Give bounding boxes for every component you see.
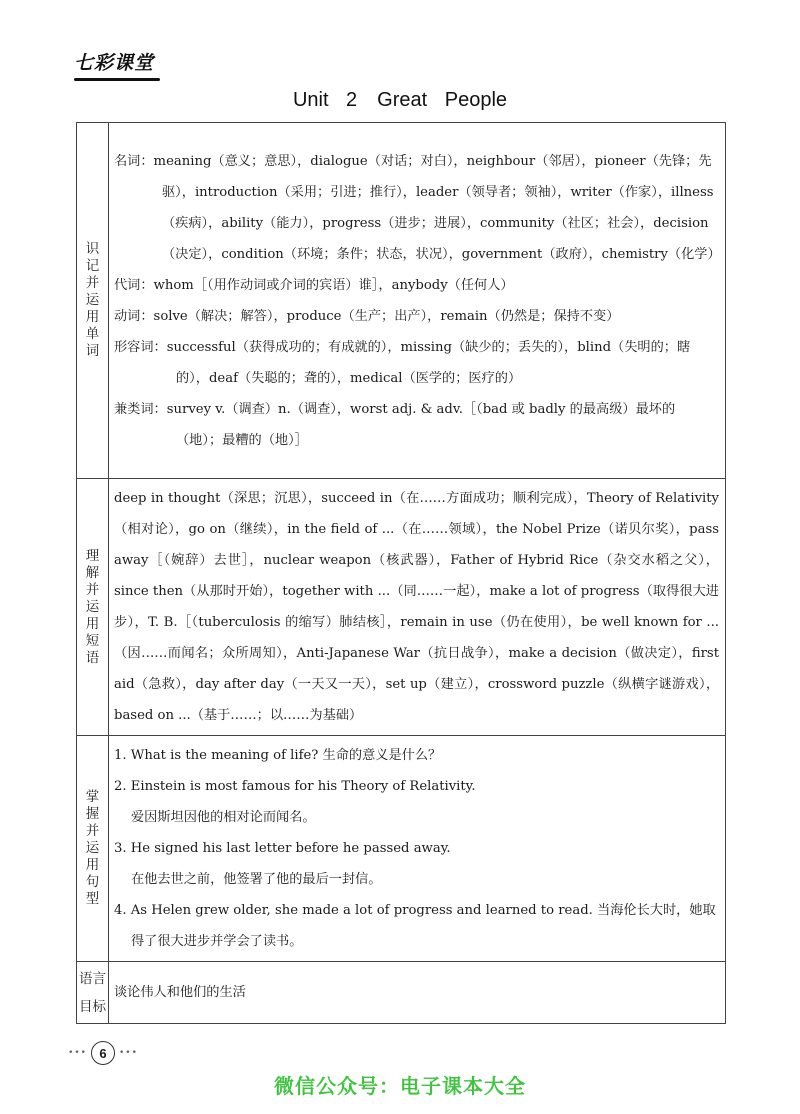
sentence-1: 1. What is the meaning of life? 生命的意义是什么？ [114,748,442,763]
sentences-row [77,736,726,962]
goal-row [77,962,726,1024]
sentence-2-translation: 爱因斯坦因他的相对论而闻名。 [131,810,316,825]
words-content [109,123,726,479]
page-dots-right: ••• [119,1048,138,1058]
vocabulary-table [76,122,726,1024]
goal-category [77,962,109,1024]
page-dots-left: ••• [68,1048,87,1058]
page-number: 6 [91,1041,115,1065]
verbs-line: 动词：solve（解决；解答），produce（生产；出产），remain（仍然是；保持不变） [114,308,620,324]
sentence-3: 3. He signed his last letter before he passed away. [114,841,451,856]
words-row [77,123,726,479]
sentences-category-label: 掌握并运用句型 [85,789,100,907]
page-number-badge [60,1040,146,1066]
sentence-2: 2. Einstein is most famous for his Theory of Relativity. [114,779,476,794]
words-category-label: 识记并运用单词 [85,241,100,359]
sentences-content [109,736,726,962]
goal-content: 谈论伟人和他们的生活 [109,962,726,1024]
multi-class-line: 兼类词：survey v.（调查）n.（调查），worst adj. & adv.［（bad 或 badly 的最高级）最坏的（地）；最糟的（地）］ [114,401,676,448]
words-category [77,123,109,479]
publisher-logo: 七彩课堂 [74,52,155,74]
phrases-content: deep in thought（深思；沉思），succeed in（在……方面成功；顺利完成），Theory of Relativity（相对论），go on（继续），in the field of ...（在……领域），the Nobel Prize（诺贝尔奖），pass away［（婉辞）去世］，nuclear weapon（核武器），Father of Hybrid Rice（杂交水稻之父），since then（从那时开始），together with ...（同……一起），make a lot of progress（取得很大进步），T. B.［（tuberculosis 的缩写）肺结核］，remain in use（仍在使用），be well known for ...（因……而闻名；众所周知），Anti-Japanese War（抗日战争），make a decision（做决定），first aid（急救），day after day（一天又一天），set up（建立），crossword puzzle（纵横字谜游戏），based on ...（基于……；以……为基础） [109,479,726,736]
adjectives-line: 形容词：successful（获得成功的；有成就的），missing（缺少的；丢失的），blind（失明的；瞎的），deaf（失聪的；聋的），medical（医学的；医疗的） [114,339,691,386]
phrases-category-label: 理解并运用短语 [85,547,100,666]
sentences-category [77,736,109,962]
goal-label-line-1: 语言 [79,970,106,987]
sentence-3-translation: 在他去世之前，他签署了他的最后一封信。 [131,872,382,887]
phrases-category [77,479,109,736]
page-title: Unit 2 Great People [292,89,508,111]
pronouns-line: 代词：whom［（用作动词或介词的宾语）谁］，anybody（任何人） [114,277,514,293]
goal-label-line-2: 目标 [79,998,106,1015]
logo-underline [74,78,160,81]
watermark-text: 微信公众号：电子课本大全 [274,1074,526,1098]
sentence-4: 4. As Helen grew older, she made a lot of progress and learned to read. 当海伦长大时，她取得了很大进步并学会了读书。 [114,903,716,949]
phrases-row [77,479,726,736]
nouns-line: 名词：meaning（意义；意思），dialogue（对话；对白），neighbour（邻居），pioneer（先锋；先驱），introduction（采用；引进；推行），leader（领导者；领袖），writer（作家），illness（疾病），ability（能力），progress（进步；进展），community（社区；社会），decision（决定），condition（环境；条件；状态，状况），government（政府），chemistry（化学） [114,153,721,262]
